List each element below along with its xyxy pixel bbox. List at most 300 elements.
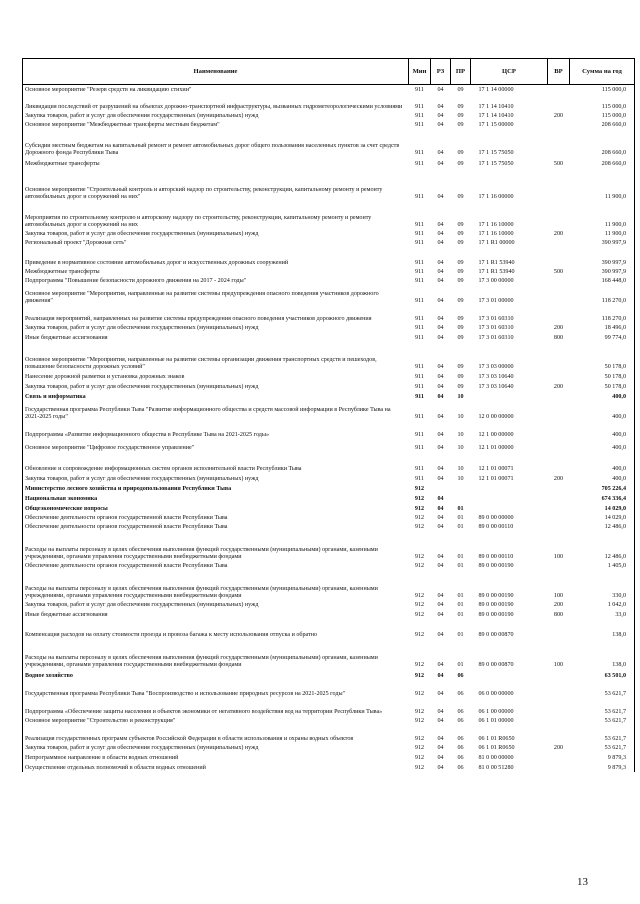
cell-csr: 06 1 01 R0650	[478, 744, 515, 751]
cell-min: 911	[415, 383, 424, 390]
cell-pr: 01	[457, 562, 464, 569]
cell-pr: 10	[457, 465, 464, 472]
cell-csr: 17 1 16 10000	[478, 221, 514, 228]
cell-min: 911	[415, 297, 424, 304]
cell-pr: 06	[457, 735, 464, 742]
cell-csr: 17 1 R1 00000	[478, 239, 515, 246]
cell-vr: 100	[553, 553, 564, 560]
cell-rz: 04	[437, 523, 444, 530]
cell-rz: 04	[437, 465, 444, 472]
cell-min: 911	[415, 230, 424, 237]
cell-name: Государственная программа Республики Тыва "Воспроизводство и использование природных ресурсов на 2021-2025 годы"	[23, 680, 409, 698]
cell-sum: 53 621,7	[570, 725, 635, 743]
cell-sum: 138,0	[570, 639, 635, 669]
cell-vr: 800	[553, 334, 564, 341]
cell-vr	[548, 561, 570, 570]
cell-rz: 04	[437, 315, 444, 322]
cell-min: 911	[415, 315, 424, 322]
cell-pr: 09	[457, 230, 464, 237]
cell-name: Межбюджетные трансферты	[23, 267, 409, 276]
cell-csr: 17 3 03 10640	[478, 373, 514, 380]
budget-table-container	[22, 58, 634, 772]
cell-pr: 10	[457, 431, 464, 438]
cell-min: 911	[415, 160, 424, 167]
cell-csr: 89 0 00 00870	[478, 661, 514, 668]
cell-csr: 17 1 15 75050	[478, 160, 514, 167]
cell-vr: 200	[553, 324, 564, 331]
cell-name: Расходы на выплаты персоналу в целях обеспечения выполнения функций государственными (муниципальными) органами, казенными учреждениями, органами управления государственными внебюджетными фондами	[23, 570, 409, 600]
cell-csr	[471, 669, 548, 680]
cell-pr: 06	[457, 672, 464, 679]
cell-vr	[548, 201, 570, 229]
cell-name: Иные бюджетные ассигнования	[23, 609, 409, 619]
table-row	[23, 229, 635, 238]
cell-vr	[548, 698, 570, 716]
cell-vr	[548, 305, 570, 323]
cell-rz: 04	[437, 475, 444, 482]
cell-sum: 53 621,7	[570, 680, 635, 698]
cell-min: 912	[414, 744, 425, 751]
table-row	[23, 752, 635, 762]
cell-min: 912	[414, 735, 425, 742]
cell-pr: 09	[457, 221, 464, 228]
cell-min: 911	[415, 444, 424, 451]
cell-csr: 89 0 00 00190	[478, 562, 514, 569]
budget-table	[22, 58, 635, 772]
cell-min: 912	[414, 764, 425, 771]
cell-csr: 17 3 03 00000	[478, 363, 514, 370]
cell-sum: 12 486,0	[570, 531, 635, 561]
table-row	[23, 342, 635, 371]
cell-pr: 09	[457, 373, 464, 380]
cell-rz: 04	[437, 268, 444, 275]
cell-name: Закупка товаров, работ и услуг для обеспечения государственных (муниципальных) нужд	[23, 473, 409, 483]
table-row	[23, 94, 635, 111]
cell-name: Нанесение дорожной разметки и установка дорожных знаков	[23, 371, 409, 381]
cell-sum: 53 621,7	[570, 743, 635, 752]
cell-pr: 09	[457, 86, 464, 93]
cell-name: Обновление и сопровождение информационных систем органов исполнительной власти Республики Тыва	[23, 452, 409, 473]
cell-sum: 674 336,4	[570, 493, 635, 503]
cell-pr: 09	[457, 324, 464, 331]
cell-csr: 17 1 15 75050	[478, 149, 514, 156]
table-body	[23, 85, 635, 772]
cell-min: 912	[414, 690, 425, 697]
cell-vr	[548, 716, 570, 725]
cell-csr: 17 1 16 00000	[478, 193, 514, 200]
cell-vr	[548, 725, 570, 743]
cell-rz: 04	[437, 764, 444, 771]
cell-csr: 17 1 14 10410	[478, 103, 514, 110]
cell-name: Межбюджетные трансферты	[23, 157, 409, 168]
cell-pr: 01	[457, 661, 464, 668]
table-row	[23, 669, 635, 680]
cell-min: 912	[414, 601, 425, 608]
cell-vr	[548, 503, 570, 513]
cell-pr: 09	[457, 239, 464, 246]
cell-pr: 09	[457, 259, 464, 266]
cell-min: 911	[415, 431, 424, 438]
cell-min: 912	[414, 553, 425, 560]
cell-min: 911	[415, 465, 424, 472]
cell-sum: 99 774,0	[570, 332, 635, 342]
cell-csr: 17 3 03 10640	[478, 383, 514, 390]
cell-name: Мероприятия по строительному контролю и авторскому надзору по строительству, реконструкции, капитальному ремонту и ремонту автомобильных дорог и сооружений на них	[23, 201, 409, 229]
header-pr: ПР	[451, 59, 471, 85]
cell-vr	[548, 120, 570, 129]
table-row	[23, 493, 635, 503]
cell-vr: 500	[553, 268, 564, 275]
cell-rz: 04	[437, 112, 444, 119]
cell-pr: 09	[457, 112, 464, 119]
cell-vr: 200	[553, 383, 564, 390]
cell-sum: 330,0	[570, 570, 635, 600]
cell-vr: 100	[553, 661, 564, 668]
cell-vr	[548, 391, 570, 401]
cell-vr	[548, 522, 570, 531]
table-row	[23, 85, 635, 94]
cell-csr: 89 0 00 00190	[478, 611, 514, 618]
cell-csr: 12 0 00 00000	[478, 413, 514, 420]
cell-name: Обеспечение деятельности органов государственной власти Республики Тыва	[23, 513, 409, 522]
cell-rz: 04	[437, 413, 444, 420]
cell-name: Основное мероприятие "Строительство и реконструкция"	[23, 716, 409, 725]
cell-min: 912	[414, 562, 425, 569]
cell-min: 911	[415, 268, 424, 275]
cell-sum: 14 029,0	[570, 503, 635, 513]
cell-rz: 04	[437, 160, 444, 167]
cell-name: Водное хозяйство	[23, 669, 409, 680]
cell-pr: 09	[457, 334, 464, 341]
cell-sum: 18 496,0	[570, 323, 635, 332]
cell-min: 911	[415, 334, 424, 341]
cell-pr: 06	[457, 754, 464, 761]
cell-pr: 06	[457, 764, 464, 771]
table-row	[23, 285, 635, 305]
cell-vr: 200	[553, 112, 564, 119]
cell-name: Осуществление отдельных полномочий в области водных отношений	[23, 762, 409, 772]
table-row	[23, 332, 635, 342]
cell-csr	[471, 493, 548, 503]
cell-sum: 50 178,0	[570, 371, 635, 381]
cell-name: Национальная экономика	[23, 493, 409, 503]
cell-sum: 50 178,0	[570, 342, 635, 371]
cell-rz: 04	[437, 149, 444, 156]
cell-csr: 12 1 01 00071	[478, 465, 514, 472]
cell-sum: 1 405,0	[570, 561, 635, 570]
cell-vr	[548, 439, 570, 452]
cell-sum: 390 997,9	[570, 247, 635, 267]
cell-vr	[548, 513, 570, 522]
cell-csr: 17 1 14 00000	[478, 86, 514, 93]
header-vr: ВР	[548, 59, 570, 85]
cell-name: Компенсация расходов на оплату стоимости проезда и провоза багажа к месту использования отпуска и обратно	[23, 619, 409, 639]
cell-rz: 04	[437, 744, 444, 751]
cell-name: Иные бюджетные ассигнования	[23, 332, 409, 342]
cell-sum: 208 660,0	[570, 129, 635, 157]
cell-sum: 208 660,0	[570, 157, 635, 168]
cell-min: 911	[415, 363, 424, 370]
cell-pr: 10	[457, 475, 464, 482]
table-row	[23, 570, 635, 600]
cell-min: 912	[414, 708, 425, 715]
cell-sum: 50 178,0	[570, 381, 635, 391]
cell-pr: 06	[457, 744, 464, 751]
cell-rz: 04	[437, 754, 444, 761]
cell-min: 912	[414, 514, 425, 521]
cell-sum: 115 000,0	[570, 94, 635, 111]
page-number: 13	[577, 876, 588, 888]
cell-vr: 200	[553, 475, 564, 482]
cell-rz: 04	[437, 514, 444, 521]
cell-csr: 06 1 01 00000	[478, 717, 514, 724]
cell-vr	[548, 276, 570, 285]
table-row	[23, 680, 635, 698]
cell-pr: 01	[457, 505, 464, 512]
cell-name: Закупка товаров, работ и услуг для обеспечения государственных (муниципальных) нужд	[23, 743, 409, 752]
cell-name: Подпрограмма "Повышение безопасности дорожного движения на 2017 - 2024 годы"	[23, 276, 409, 285]
cell-pr	[451, 483, 471, 493]
cell-vr	[548, 401, 570, 421]
cell-csr: 17 1 R1 53940	[478, 268, 515, 275]
cell-name: Непрограммное направление в области водных отношений	[23, 752, 409, 762]
cell-sum: 400,0	[570, 391, 635, 401]
cell-rz: 04	[437, 631, 444, 638]
table-row	[23, 276, 635, 285]
cell-sum: 11 900,0	[570, 168, 635, 201]
cell-pr: 09	[457, 160, 464, 167]
cell-csr: 17 3 00 00000	[478, 277, 514, 284]
cell-rz: 04	[437, 193, 444, 200]
cell-sum: 9 879,3	[570, 762, 635, 772]
cell-csr: 17 1 14 10410	[478, 112, 514, 119]
table-row	[23, 157, 635, 168]
cell-name: Связь и информатика	[23, 391, 409, 401]
cell-name: Реализация мероприятий, направленных на развитие системы предупреждения опасного поведения участников дорожного движения	[23, 305, 409, 323]
cell-rz: 04	[437, 431, 444, 438]
cell-csr: 17 3 01 60310	[478, 315, 514, 322]
cell-vr	[548, 168, 570, 201]
cell-pr: 09	[457, 277, 464, 284]
cell-vr	[548, 483, 570, 493]
cell-sum: 390 997,9	[570, 267, 635, 276]
header-name: Наименование	[23, 59, 409, 85]
cell-vr: 500	[553, 160, 564, 167]
cell-rz: 04	[437, 717, 444, 724]
cell-name: Ликвидация последствий от разрушений на объектах дорожно-транспортной инфраструктуры, вызванных гидрометеорологическими условиями	[23, 94, 409, 111]
cell-min: 912	[414, 672, 425, 679]
cell-min: 911	[415, 112, 424, 119]
cell-pr: 01	[457, 592, 464, 599]
cell-rz: 04	[437, 601, 444, 608]
cell-min: 912	[414, 592, 425, 599]
cell-csr: 89 0 00 00000	[478, 514, 514, 521]
cell-csr: 17 1 16 10000	[478, 230, 514, 237]
table-row	[23, 421, 635, 439]
table-row	[23, 503, 635, 513]
cell-sum: 705 226,4	[570, 483, 635, 493]
cell-pr: 09	[457, 268, 464, 275]
cell-name: Общеэкономические вопросы	[23, 503, 409, 513]
cell-min: 911	[415, 259, 424, 266]
cell-csr: 06 1 01 R0650	[478, 735, 515, 742]
cell-pr: 09	[457, 149, 464, 156]
cell-name: Основное мероприятие "Межбюджетные трансферты местным бюджетам"	[23, 120, 409, 129]
cell-sum: 1 042,0	[570, 600, 635, 609]
cell-vr	[548, 247, 570, 267]
cell-sum: 138,0	[570, 619, 635, 639]
cell-sum: 115 000,0	[570, 85, 635, 94]
cell-csr: 89 0 00 00110	[478, 523, 514, 530]
cell-csr: 17 1 15 00000	[478, 121, 514, 128]
table-row	[23, 531, 635, 561]
cell-rz: 04	[437, 373, 444, 380]
cell-csr: 81 0 00 51280	[478, 764, 514, 771]
cell-csr: 17 3 01 00000	[478, 297, 514, 304]
cell-pr: 01	[457, 631, 464, 638]
cell-name: Основное мероприятие "Строительный контроль и авторский надзор по строительству, реконструкции, капитальному ремонту и ремонту автомобильных дорог и сооружений на них"	[23, 168, 409, 201]
cell-pr: 09	[457, 363, 464, 370]
header-sum: Сумма на год	[570, 59, 635, 85]
cell-name: Приведение в нормативное состояние автомобильных дорог и искусственных дорожных сооружений	[23, 247, 409, 267]
cell-pr	[451, 493, 471, 503]
cell-name: Закупка товаров, работ и услуг для обеспечения государственных (муниципальных) нужд	[23, 600, 409, 609]
cell-vr	[548, 85, 570, 94]
cell-name: Обеспечение деятельности органов государственной власти Республики Тыва	[23, 522, 409, 531]
cell-vr: 200	[553, 601, 564, 608]
cell-vr	[548, 669, 570, 680]
table-row	[23, 201, 635, 229]
cell-name: Государственная программа Республики Тыва "Развитие информационного общества и средств массовой информации в Республике Тыва на 2021-2025 годы"	[23, 401, 409, 421]
cell-min: 912	[414, 505, 425, 512]
table-row	[23, 129, 635, 157]
cell-sum: 208 660,0	[570, 120, 635, 129]
cell-sum: 53 621,7	[570, 716, 635, 725]
cell-csr: 81 0 00 00000	[478, 754, 514, 761]
cell-min: 911	[415, 121, 424, 128]
cell-pr: 09	[457, 315, 464, 322]
cell-name: Закупка товаров, работ и услуг для обеспечения государственных (муниципальных) нужд	[23, 381, 409, 391]
cell-min: 911	[415, 373, 424, 380]
cell-sum: 63 501,0	[570, 669, 635, 680]
cell-rz: 04	[437, 592, 444, 599]
cell-pr: 09	[457, 121, 464, 128]
cell-rz: 04	[437, 121, 444, 128]
cell-min: 911	[415, 393, 424, 400]
cell-name: Расходы на выплаты персоналу в целях обеспечения выполнения функций государственными (муниципальными) органами, казенными учреждениями, органами управления государственными внебюджетными фондами	[23, 531, 409, 561]
cell-min: 912	[414, 754, 425, 761]
cell-csr: 12 1 01 00071	[478, 475, 514, 482]
cell-sum: 168 448,0	[570, 276, 635, 285]
cell-min: 912	[414, 611, 425, 618]
cell-rz: 04	[437, 444, 444, 451]
cell-vr	[548, 452, 570, 473]
cell-sum: 14 029,0	[570, 513, 635, 522]
table-row	[23, 561, 635, 570]
table-row	[23, 609, 635, 619]
cell-rz: 04	[437, 239, 444, 246]
cell-min: 911	[415, 86, 424, 93]
table-row	[23, 391, 635, 401]
cell-name: Закупка товаров, работ и услуг для обеспечения государственных (муниципальных) нужд	[23, 323, 409, 332]
cell-rz: 04	[437, 277, 444, 284]
cell-pr: 01	[457, 611, 464, 618]
cell-rz: 04	[437, 495, 444, 502]
table-row	[23, 401, 635, 421]
cell-rz: 04	[437, 562, 444, 569]
header-min: Мин	[409, 59, 431, 85]
cell-min: 911	[415, 239, 424, 246]
cell-rz: 04	[437, 103, 444, 110]
cell-vr	[548, 285, 570, 305]
cell-sum: 118 270,0	[570, 285, 635, 305]
cell-min: 912	[414, 661, 425, 668]
cell-name: Основное мероприятие "Цифровое государственное управление"	[23, 439, 409, 452]
cell-name: Субсидии местным бюджетам на капитальный ремонт и ремонт автомобильных дорог общего пользования населенных пунктов за счет средств Дорожного фонда Республики Тыва	[23, 129, 409, 157]
table-row	[23, 371, 635, 381]
cell-vr: 200	[553, 744, 564, 751]
cell-min: 912	[414, 717, 425, 724]
cell-rz: 04	[437, 363, 444, 370]
cell-rz: 04	[437, 221, 444, 228]
cell-min: 912	[414, 631, 425, 638]
table-row	[23, 698, 635, 716]
cell-rz: 04	[437, 661, 444, 668]
cell-min: 911	[415, 277, 424, 284]
cell-sum: 11 900,0	[570, 229, 635, 238]
cell-sum: 400,0	[570, 452, 635, 473]
cell-sum: 12 486,0	[570, 522, 635, 531]
cell-name: Закупка товаров, работ и услуг для обеспечения государственных (муниципальных) нужд	[23, 229, 409, 238]
cell-vr	[548, 762, 570, 772]
cell-csr: 17 3 01 60310	[478, 324, 514, 331]
cell-pr: 09	[457, 297, 464, 304]
table-row	[23, 513, 635, 522]
cell-pr: 06	[457, 717, 464, 724]
cell-csr: 89 0 00 00190	[478, 592, 514, 599]
cell-vr	[548, 342, 570, 371]
cell-sum: 11 900,0	[570, 201, 635, 229]
cell-min: 911	[415, 149, 424, 156]
cell-vr	[548, 129, 570, 157]
cell-name: Закупка товаров, работ и услуг для обеспечения государственных (муниципальных) нужд	[23, 111, 409, 120]
table-row	[23, 743, 635, 752]
cell-csr: 17 3 01 60310	[478, 334, 514, 341]
cell-rz: 04	[437, 324, 444, 331]
cell-vr	[548, 680, 570, 698]
cell-rz: 04	[437, 334, 444, 341]
cell-csr: 12 1 00 00000	[478, 431, 514, 438]
cell-csr: 17 1 R1 53940	[478, 259, 515, 266]
cell-vr	[548, 493, 570, 503]
cell-vr	[548, 752, 570, 762]
cell-csr	[471, 503, 548, 513]
cell-rz: 04	[437, 672, 444, 679]
cell-name: Подпрограмма «Обеспечение защиты населения и объектов экономики от негативного воздействия вод на территории Республики Тыва»	[23, 698, 409, 716]
cell-vr: 800	[553, 611, 564, 618]
cell-pr: 10	[457, 413, 464, 420]
header-rz: РЗ	[431, 59, 451, 85]
cell-rz: 04	[437, 259, 444, 266]
table-row	[23, 323, 635, 332]
cell-rz: 04	[437, 393, 444, 400]
cell-vr	[548, 238, 570, 247]
cell-pr: 01	[457, 523, 464, 530]
table-row	[23, 120, 635, 129]
cell-sum: 53 621,7	[570, 698, 635, 716]
table-header-row	[23, 59, 635, 85]
cell-csr: 12 1 01 00000	[478, 444, 514, 451]
